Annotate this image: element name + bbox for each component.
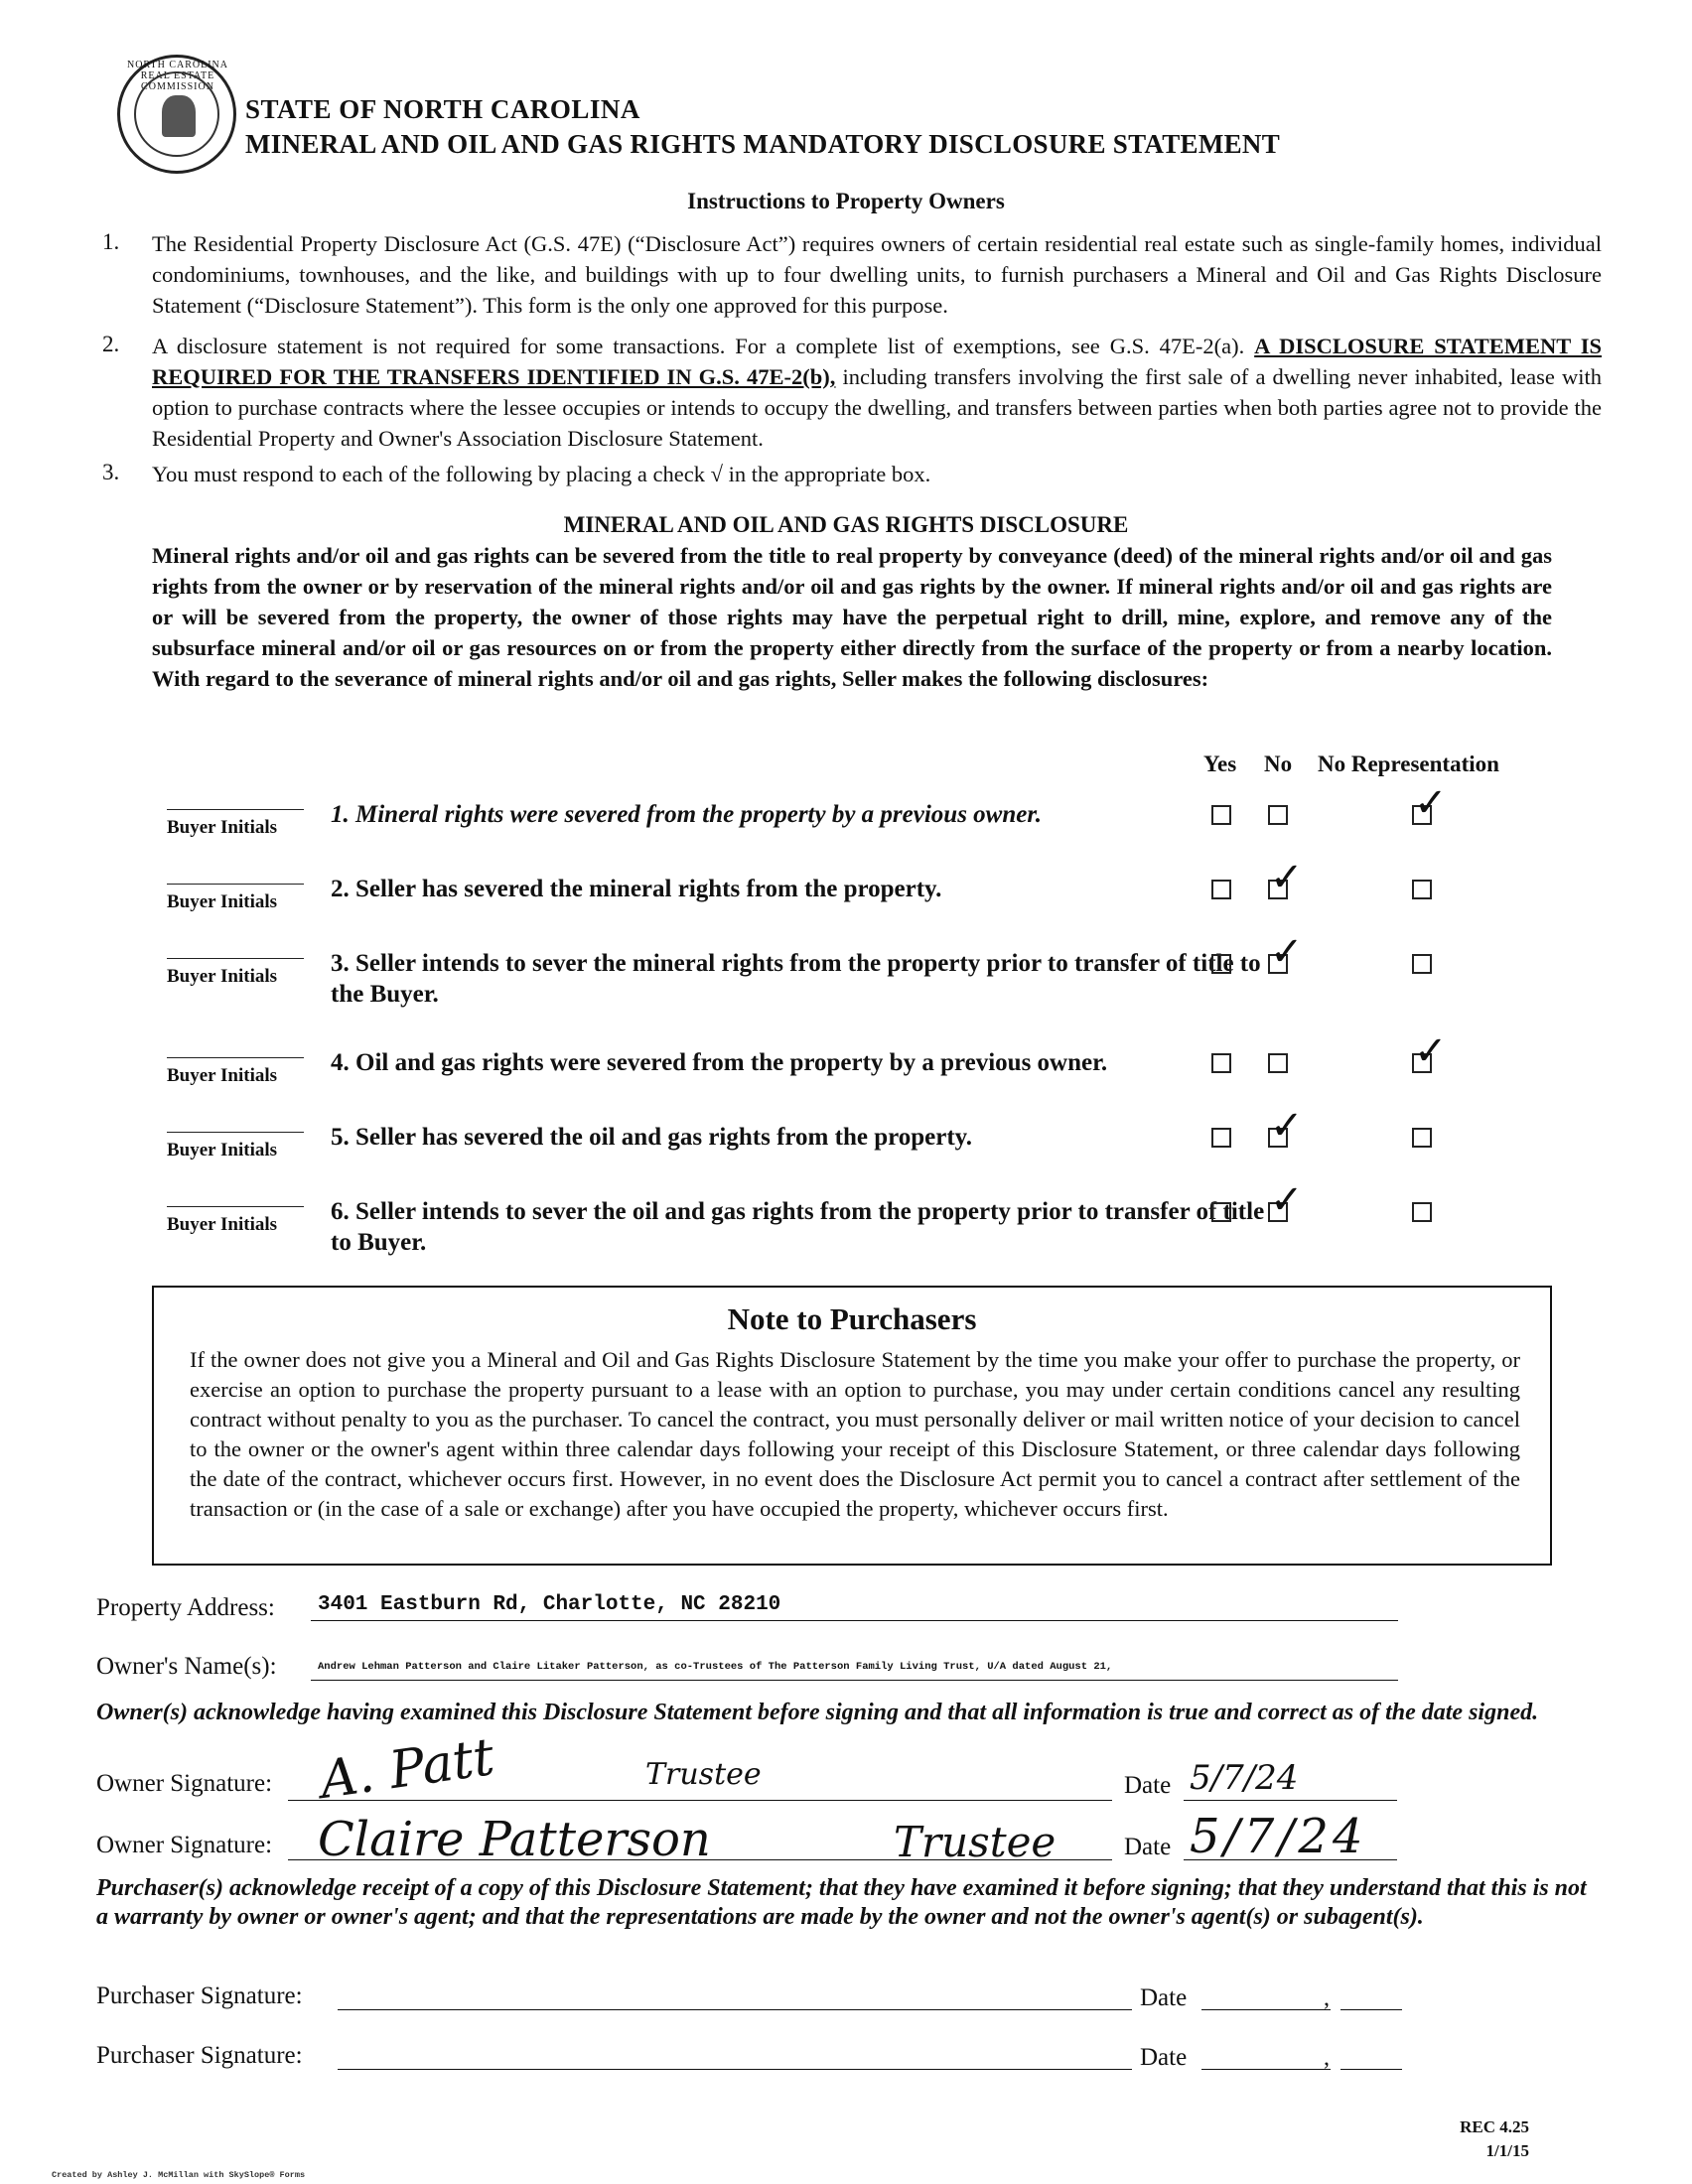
instructions-title: Instructions to Property Owners [687, 189, 1005, 213]
buyer-initials-label: Buyer Initials [167, 891, 278, 912]
date-comma: , [1324, 1985, 1330, 2011]
note-body: If the owner does not give you a Mineral and Oil and Gas Rights Disclosure Statement by the time you make your offer to purchase the property, or exercise an option to purchase the property pursuant to a lease with an option to purchase, you may under certain conditions cancel any resulting contract without penalty to you as the purchaser. To cancel the contract, you must personally deliver or mail written notice of your decision to cancel to the owner or the owner's agent within three calendar days following your receipt of this Disclosure Statement, or three calendar days following the date of the contract, whichever occurs first. However, in no event does the Disclosure Act permit you to cancel a contract after settlement of the transaction or (in the case of a sale or exchange) after you have occupied the property, whichever occurs first. [190, 1347, 1520, 1521]
buyer-initials-label: Buyer Initials [167, 1140, 278, 1160]
owner-date-2[interactable]: 5/7/24 [1190, 1809, 1367, 1864]
disclosure-question: 6. Seller intends to sever the oil and gas rights from the property prior to transfer of title to Buyer. [331, 1198, 1265, 1256]
checkbox-norep[interactable] [1412, 1128, 1432, 1148]
checkbox-yes[interactable] [1211, 880, 1231, 899]
form-title: MINERAL AND OIL AND GAS RIGHTS MANDATORY DISCLOSURE STATEMENT [245, 129, 1281, 159]
disclosure-paragraph: Mineral rights and/or oil and gas rights can be severed from the title to real property by conveyance (deed) of the mineral rights and/or oil and gas rights from the owner or by reservation of the mineral rights and/or oil and gas rights by the owner. If mineral rights and/or oil and gas rights are or will be severed from the property, the owner of those rights may have the perpetual right to drill, mine, explore, and remove any of the subsurface mineral and/or oil or gas resources on or from the property either directly from the surface of the property or from a nearby location. With regard to the severance of mineral rights and/or oil and gas rights, Seller makes the following disclosures: [152, 543, 1552, 691]
item-number: 2. [102, 332, 120, 356]
check-mark-icon: ✓ [1270, 929, 1304, 975]
purchaser-signature-line-2[interactable] [338, 2067, 1132, 2070]
form-code: REC 4.25 [1460, 2117, 1529, 2136]
disclosure-question: 2. Seller has severed the mineral rights from the property. [331, 876, 942, 902]
checkbox-norep[interactable] [1412, 880, 1432, 899]
owners-name-label: Owner's Name(s): [96, 1653, 277, 1680]
note-to-purchasers [152, 1286, 1552, 1566]
purchaser-date-line-1a[interactable] [1201, 2007, 1331, 2010]
date-comma: , [1324, 2045, 1330, 2071]
checkbox-no[interactable] [1268, 805, 1288, 825]
checkbox-yes[interactable] [1211, 805, 1231, 825]
owner-date-1[interactable]: 5/7/24 [1190, 1758, 1299, 1798]
item-number: 3. [102, 460, 120, 484]
purchaser-signature-label-2: Purchaser Signature: [96, 2042, 303, 2069]
form-date: 1/1/15 [1485, 2141, 1529, 2160]
checkbox-norep[interactable] [1412, 954, 1432, 974]
checkbox-yes[interactable] [1211, 1128, 1231, 1148]
property-address-label: Property Address: [96, 1594, 275, 1621]
created-by-footer: Created by Ashley J. McMillan with SkySlope® Forms [52, 2170, 306, 2180]
instruction-item-3: You must respond to each of the following by placing a check √ in the appropriate box. [152, 462, 931, 486]
check-mark-icon: ✓ [1414, 1028, 1448, 1074]
state-seal [117, 55, 236, 174]
checkbox-yes[interactable] [1211, 954, 1231, 974]
check-mark-icon: ✓ [1270, 855, 1304, 900]
owner-signature-1[interactable]: A. Patt [316, 1727, 498, 1811]
disclosure-question: 4. Oil and gas rights were severed from the property by a previous owner. [331, 1049, 1108, 1076]
seal-figure [162, 95, 196, 137]
buyer-initials-label: Buyer Initials [167, 966, 278, 987]
buyer-initials-line[interactable] [167, 809, 304, 810]
item-2-text-a: A disclosure statement is not required for some transactions. For a complete list of exemptions, see G.S. 47E-2(a). [152, 334, 1245, 358]
purchaser-date-line-2a[interactable] [1201, 2067, 1331, 2070]
disclosure-title: MINERAL AND OIL AND GAS RIGHTS DISCLOSURE [563, 512, 1129, 537]
seal-inner [134, 71, 219, 157]
buyer-initials-line[interactable] [167, 884, 304, 885]
state-heading: STATE OF NORTH CAROLINA [245, 94, 640, 124]
owner-title-2: Trustee [894, 1818, 1057, 1866]
owner-signature-label-1: Owner Signature: [96, 1770, 273, 1797]
purchaser-signature-line-1[interactable] [338, 2007, 1132, 2010]
owners-name-line [311, 1678, 1398, 1681]
check-mark-icon: ✓ [1414, 780, 1448, 826]
owner-title-1: Trustee [645, 1757, 762, 1792]
disclosure-question: 3. Seller intends to sever the mineral rights from the property prior to transfer of title to the Buyer. [331, 950, 1261, 1008]
buyer-initials-label: Buyer Initials [167, 1065, 278, 1086]
property-address-value[interactable]: 3401 Eastburn Rd, Charlotte, NC 28210 [318, 1593, 781, 1616]
instruction-item-2 [152, 331, 1602, 454]
date-label: Date [1140, 2044, 1188, 2071]
purchaser-date-line-1b[interactable] [1340, 2007, 1402, 2010]
buyer-initials-line[interactable] [167, 1206, 304, 1207]
purchaser-signature-label-1: Purchaser Signature: [96, 1982, 303, 2009]
buyer-initials-label: Buyer Initials [167, 1214, 278, 1235]
disclosure-question: 5. Seller has severed the oil and gas rights from the property. [331, 1124, 973, 1151]
checkbox-no[interactable] [1268, 1053, 1288, 1073]
date-label: Date [1124, 1772, 1172, 1799]
seal-text: NORTH CAROLINA REAL ESTATE COMMISSION [126, 60, 228, 92]
checkbox-norep[interactable] [1412, 1202, 1432, 1222]
item-2-text-c: including transfers involving the first sale of a dwelling never inhabited, lease with option to purchase contracts where the lessee occupies or intends to occupy the dwelling, and transfers between parties when both parties agree not to provide the Residential Property and Owner's Association Disclosure Statement. [152, 364, 1602, 451]
buyer-initials-label: Buyer Initials [167, 817, 278, 838]
checkbox-yes[interactable] [1211, 1053, 1231, 1073]
buyer-initials-line[interactable] [167, 958, 304, 959]
check-mark-icon: ✓ [1270, 1177, 1304, 1223]
column-no: No [1264, 751, 1293, 776]
item-2-required-notice: A DISCLOSURE STATEMENT IS REQUIRED FOR THE TRANSFERS IDENTIFIED IN G.S. 47E-2(b), [152, 334, 1603, 389]
owner-acknowledgement: Owner(s) acknowledge having examined this Disclosure Statement before signing and that all information is true and correct as of the date signed. [96, 1700, 1539, 1725]
buyer-initials-line[interactable] [167, 1057, 304, 1058]
owner-date-line-1 [1184, 1798, 1397, 1801]
date-label: Date [1140, 1984, 1188, 2011]
note-title: Note to Purchasers [727, 1301, 977, 1336]
checkbox-yes[interactable] [1211, 1202, 1231, 1222]
purchaser-acknowledgement: Purchaser(s) acknowledge receipt of a copy of this Disclosure Statement; that they have examined it before signing; that they understand that this is not a warranty by owner or owner's agent; and that the representations are made by the owner and not the owner's agent(s) or subagent(s). [96, 1875, 1587, 1930]
check-mark-icon: ✓ [1270, 1103, 1304, 1149]
buyer-initials-line[interactable] [167, 1132, 304, 1133]
owner-signature-2[interactable]: Claire Patterson [318, 1812, 711, 1867]
column-yes: Yes [1203, 751, 1237, 776]
instruction-item-1: The Residential Property Disclosure Act (G.S. 47E) (“Disclosure Act”) requires owners of certain residential real estate such as single-family homes, individual condominiums, townhouses, and the like, and buildings with up to four dwelling units, to furnish purchasers a Mineral and Oil and Gas Rights Disclosure Statement (“Disclosure Statement”). This form is the only one approved for this purpose. [152, 231, 1602, 318]
column-no-representation: No Representation [1318, 751, 1499, 776]
disclosure-question: 1. Mineral rights were severed from the property by a previous owner. [331, 801, 1042, 828]
item-number: 1. [102, 229, 120, 254]
purchaser-date-line-2b[interactable] [1340, 2067, 1402, 2070]
owner-signature-label-2: Owner Signature: [96, 1832, 273, 1858]
date-label: Date [1124, 1834, 1172, 1860]
property-address-line [311, 1618, 1398, 1621]
owners-name-value[interactable]: Andrew Lehman Patterson and Claire Litaker Patterson, as co-Trustees of The Patterson Family Living Trust, U/A dated August 21, [318, 1661, 1113, 1673]
